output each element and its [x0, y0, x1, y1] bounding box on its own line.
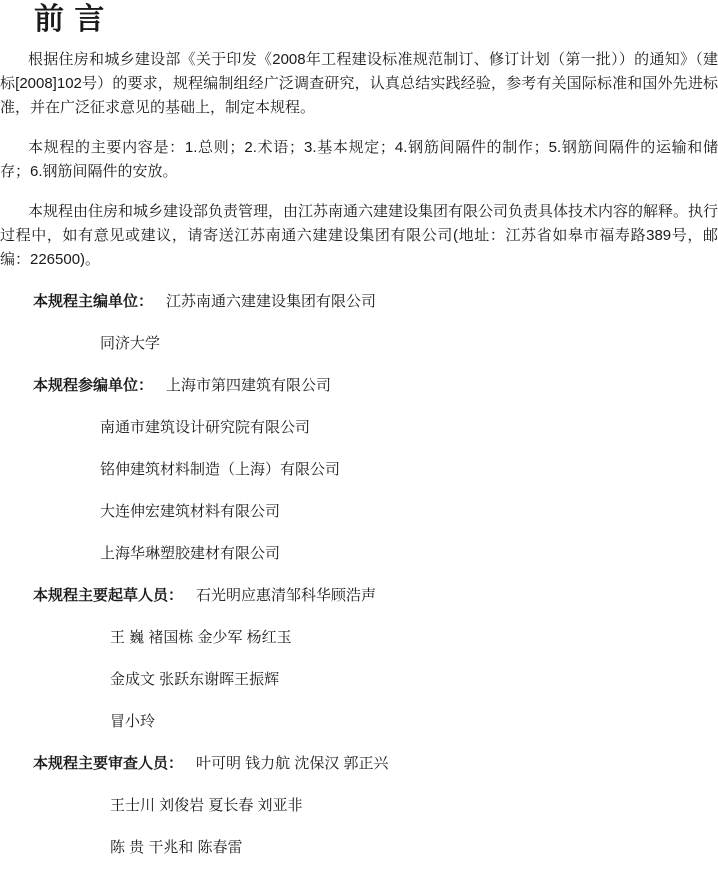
- chief-editor-unit: 同济大学: [100, 335, 161, 352]
- drafters-row: [0, 584, 718, 608]
- reviewers-first-names: 叶可明 钱力航 沈保汉 郭正兴: [196, 755, 389, 772]
- drafters-label: 本规程主要起草人员：: [33, 587, 184, 604]
- drafters-names: 金成文 张跃东谢晖王振辉: [110, 671, 280, 688]
- co-editor-unit: 上海华琳塑胶建材有限公司: [100, 545, 281, 562]
- reviewers-names: 陈 贵 干兆和 陈春雷: [110, 839, 243, 856]
- reviewers-label: 本规程主要审查人员：: [33, 755, 184, 772]
- paragraph-basis: 根据住房和城乡建设部《关于印发《2008年工程建设标准规范制订、修订计划（第一批））的通知》（建标[2008]102号）的要求，规程编制组经广泛调查研究，认真总结实践经验，参考有关国际标准和国外先进标准，并在广泛征求意见的基础上，制定本规程。: [0, 51, 718, 116]
- document-page: [0, 3, 718, 860]
- page-title: 前 言: [34, 3, 106, 36]
- drafters-first-names: 石光明应惠清邹科华顾浩声: [196, 587, 377, 604]
- reviewers-names: 王士川 刘俊岩 夏长春 刘亚非: [110, 797, 303, 814]
- co-editor-label: 本规程参编单位：: [33, 377, 154, 394]
- co-editor-row: [0, 374, 718, 398]
- chief-editor-row: [0, 290, 718, 314]
- chief-editor-label: 本规程主编单位：: [33, 293, 154, 310]
- drafters-names: 冒小玲: [110, 713, 156, 730]
- co-editor-unit: 南通市建筑设计研究院有限公司: [100, 419, 311, 436]
- paragraph-management: 本规程由住房和城乡建设部负责管理，由江苏南通六建建设集团有限公司负责具体技术内容的解释。执行过程中，如有意见或建议，请寄送江苏南通六建建设集团有限公司(地址：江苏省如皋市福寿路389号，邮编：226500)。: [0, 203, 718, 268]
- co-editor-unit: 铭伸建筑材料制造（上海）有限公司: [100, 461, 341, 478]
- drafters-names: 王 巍 褚国栋 金少军 杨红玉: [110, 629, 292, 646]
- co-editor-unit: 大连伸宏建筑材料有限公司: [100, 503, 281, 520]
- co-editor-first-unit: 上海市第四建筑有限公司: [166, 377, 332, 394]
- paragraph-contents: 本规程的主要内容是：1.总则；2.术语；3.基本规定；4.钢筋间隔件的制作；5.钢筋间隔件的运输和储存；6.钢筋间隔件的安放。: [0, 139, 718, 180]
- chief-editor-first-unit: 江苏南通六建建设集团有限公司: [166, 293, 377, 310]
- reviewers-row: [0, 752, 718, 776]
